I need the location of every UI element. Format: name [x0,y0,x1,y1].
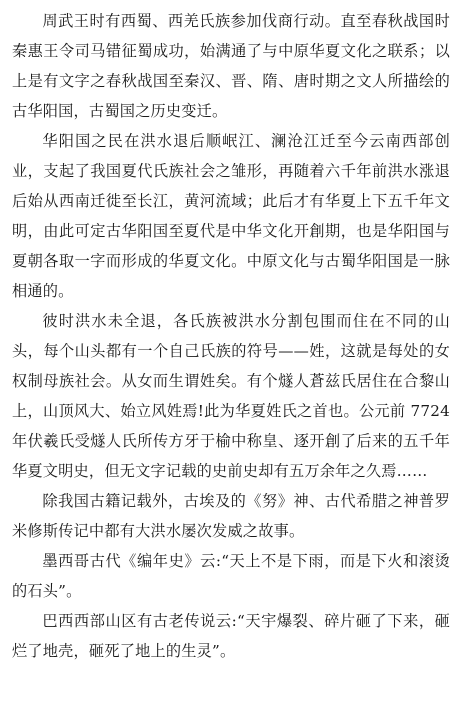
paragraph-3: 彼时洪水未全退，各氏族被洪水分割包围而住在不同的山头，每个山头都有一个自己氏族的符号——姓，这就是每处的女权制母族社会。从女而生谓姓矣。有个燧人蒼兹氏居住在合黎山上，山顶风大、始立风姓焉!此为华夏姓氏之首也。公元前 7724 年伏羲氏受燧人氏所传方牙于榆中称皇、逐开創了后来的五千年华夏文明史，但无文字记载的史前史却有五万余年之久焉…… [12,312,450,480]
paragraph-2: 华阳国之民在洪水退后顺岷江、澜沧江迁至今云南西部创业，支起了我国夏代氏族社会之雏形，再随着六千年前洪水涨退后始从西南迁徙至长江，黄河流域；此后才有华夏上下五千年文明，由此可定古华阳国至夏代是中华文化开創期，也是华阳国与夏朝各取一字而形成的华夏文化。中原文化与古蜀华阳国是一脉相通的。 [12,132,450,300]
paragraph-6: 巴西西部山区有古老传说云:“天宇爆裂、碎片砸了下来，砸烂了地壳，砸死了地上的生灵”。 [12,612,450,660]
paragraph-4: 除我国古籍记载外，古埃及的《努》神、古代希腊之神普罗米修斯传记中都有大洪水屡次发威之故事。 [12,492,450,540]
paragraph-5: 墨西哥古代《编年史》云:“天上不是下雨，而是下火和滚烫的石头”。 [12,552,450,600]
paragraph-1: 周武王时有西蜀、西羌氏族参加伐商行动。直至春秋战国时秦惠王令司马错征蜀成功，始满通了与中原华夏文化之联系；以上是有文字之春秋战国至秦汉、晋、隋、唐时期之文人所描绘的古华阳国，古蜀国之历史变迁。 [12,12,450,120]
